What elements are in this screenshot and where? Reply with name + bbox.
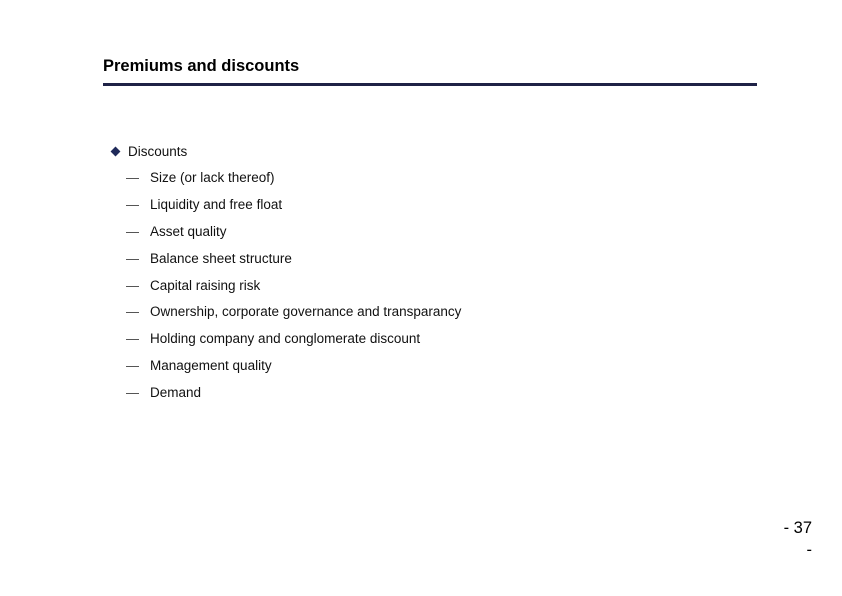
list-item (126, 358, 461, 385)
sub-bullet-list (126, 170, 461, 412)
slide-title: Premiums and discounts (103, 57, 300, 75)
page-number-line-1: - 37 (783, 519, 812, 537)
list-item-text: Management quality (150, 358, 272, 374)
list-item-text: Balance sheet structure (150, 250, 292, 266)
list-item (126, 278, 461, 305)
list-item-text: Holding company and conglomerate discount (150, 331, 421, 347)
list-item (126, 385, 461, 412)
list-item-text: Capital raising risk (150, 277, 261, 293)
dash-icon (126, 339, 139, 340)
list-item-text: Demand (150, 385, 202, 401)
list-item (126, 251, 461, 278)
page-number-line-2: - (806, 541, 812, 559)
dash-icon (126, 312, 139, 313)
bullet-label: Discounts (128, 143, 188, 159)
dash-icon (126, 366, 139, 367)
dash-icon (126, 205, 139, 206)
list-item-text: Ownership, corporate governance and transparancy (150, 304, 462, 320)
bullet-discounts (110, 143, 187, 159)
diamond-bullet-icon (111, 146, 121, 156)
page-number (784, 517, 812, 561)
dash-icon (126, 259, 139, 260)
dash-icon (126, 393, 139, 394)
list-item (126, 224, 461, 251)
dash-icon (126, 232, 139, 233)
dash-icon (126, 178, 139, 179)
list-item (126, 331, 461, 358)
list-item (126, 170, 461, 197)
list-item (126, 197, 461, 224)
dash-icon (126, 286, 139, 287)
list-item-text: Size (or lack thereof) (150, 170, 275, 185)
list-item (126, 304, 461, 331)
title-underline (103, 83, 757, 86)
list-item-text: Liquidity and free float (150, 196, 283, 212)
list-item-text: Asset quality (150, 223, 227, 239)
